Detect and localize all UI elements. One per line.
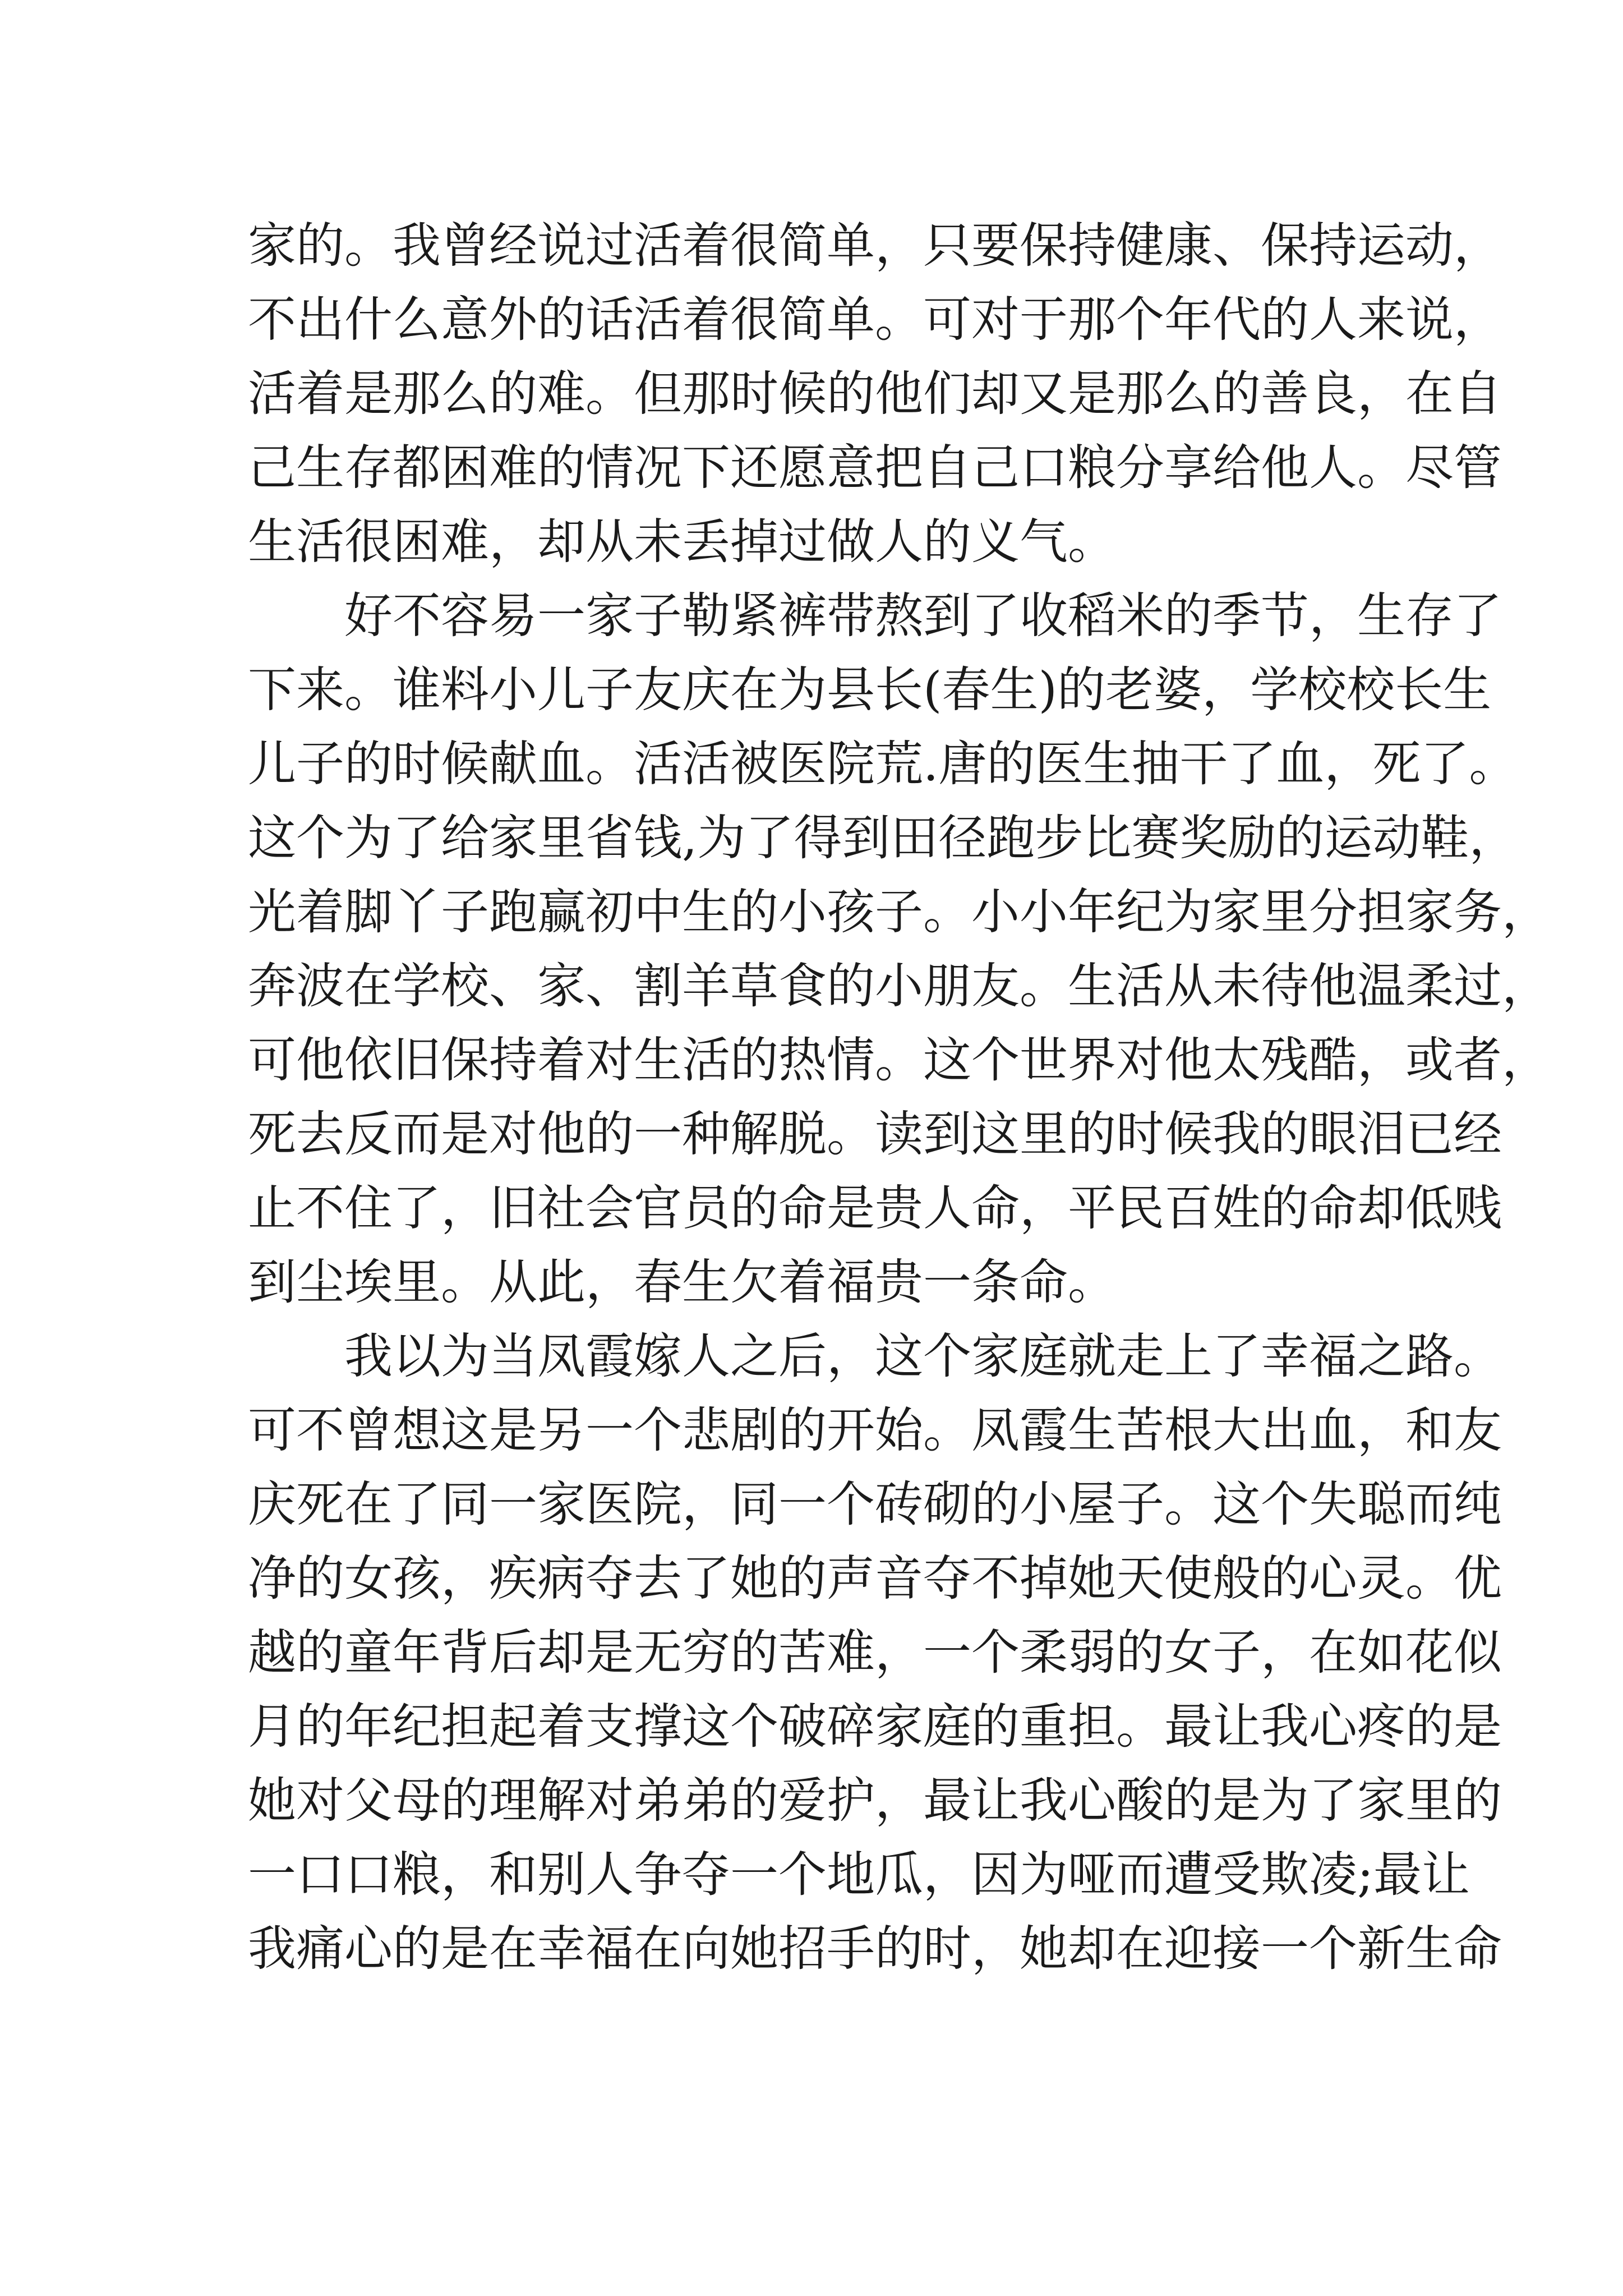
text-line: 可他依旧保持着对生活的热情。这个世界对他太残酷，或者，: [248, 1032, 1550, 1088]
text-line: 这个为了给家里省钱,为了得到田径跑步比赛奖励的运动鞋，: [248, 810, 1518, 866]
body-text: [248, 209, 1550, 1986]
text-line: 越的童年背后却是无穷的苦难，一个柔弱的女子，在如花似: [248, 1625, 1502, 1681]
text-line: 下来。谁料小儿子友庆在为县长(春生)的老婆，学校校长生: [248, 662, 1492, 718]
text-line: 光着脚丫子跑赢初中生的小孩子。小小年纪为家里分担家务，: [248, 884, 1550, 940]
text-line: 止不住了，旧社会官员的命是贵人命，平民百姓的命却低贱: [248, 1180, 1502, 1236]
text-line: 月的年纪担起着支撑这个破碎家庭的重担。最让我心疼的是: [248, 1699, 1502, 1755]
text-line: 儿子的时候献血。活活被医院荒.唐的医生抽干了血，死了。: [248, 736, 1518, 792]
text-line: 一口口粮，和别人争夺一个地瓜，因为哑而遭受欺凌;最让: [248, 1847, 1470, 1903]
text-line: 家的。我曾经说过活着很简单，只要保持健康、保持运动，: [248, 218, 1502, 274]
text-line: 奔波在学校、家、割羊草食的小朋友。生活从未待他温柔过，: [248, 958, 1550, 1014]
text-line: 我痛心的是在幸福在向她招手的时，她却在迎接一个新生命: [248, 1921, 1502, 1977]
text-line: 她对父母的理解对弟弟的爱护，最让我心酸的是为了家里的: [248, 1773, 1502, 1829]
text-line: 死去反而是对他的一种解脱。读到这里的时候我的眼泪已经: [248, 1106, 1502, 1162]
text-line: 己生存都困难的情况下还愿意把自己口粮分享给他人。尽管: [248, 440, 1502, 496]
paragraph-start-line: 好不容易一家子勒紧裤带熬到了收稻米的季节，生存了: [344, 588, 1502, 644]
text-line: 活着是那么的难。但那时候的他们却又是那么的善良，在自: [248, 366, 1502, 422]
text-line: 净的女孩，疾病夺去了她的声音夺不掉她天使般的心灵。优: [248, 1550, 1502, 1607]
text-line: 不出什么意外的话活着很简单。可对于那个年代的人来说，: [248, 292, 1502, 348]
text-line: 可不曾想这是另一个悲剧的开始。凤霞生苦根大出血，和友: [248, 1402, 1502, 1458]
text-line: 到尘埃里。从此，春生欠着福贵一条命。: [248, 1254, 1116, 1310]
text-line: 生活很困难，却从未丢掉过做人的义气。: [248, 514, 1116, 570]
paragraph-start-line: 我以为当凤霞嫁人之后，这个家庭就走上了幸福之路。: [344, 1328, 1502, 1384]
text-line: 庆死在了同一家医院，同一个砖砌的小屋子。这个失聪而纯: [248, 1476, 1502, 1533]
